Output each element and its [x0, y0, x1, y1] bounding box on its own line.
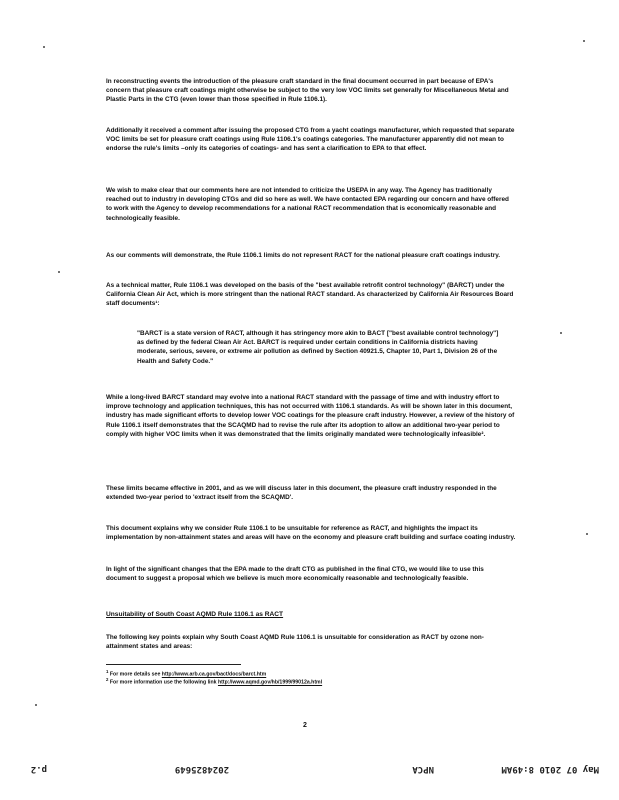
- fax-sender: NPCA: [412, 764, 434, 774]
- footnote-divider: [106, 664, 241, 665]
- paragraph-7: These limits became effective in 2001, and as we will discuss later in this document, the pleasure craft industry responded in the extended two-year period to 'extract itself from the SCAQMD'.: [106, 485, 497, 502]
- footnote-text: For more details see: [109, 671, 162, 678]
- paragraph-4: As our comments will demonstrate, the Rule 1106.1 limits do not represent RACT for the national pleasure craft coatings industry.: [106, 252, 501, 259]
- footnote-marker: 2: [106, 677, 109, 682]
- scan-speck: [560, 332, 562, 334]
- page-number: 2: [303, 722, 307, 729]
- scan-speck: [35, 704, 37, 706]
- section-heading: Unsuitability of South Coast AQMD Rule 1106.1 as RACT: [106, 611, 284, 618]
- footnote-marker: 1: [106, 669, 109, 674]
- fax-number: 2024825649: [174, 764, 229, 774]
- scan-speck: [586, 533, 588, 535]
- block-quote: "BARCT is a state version of RACT, although it has stringency more akin to BACT ["best available control technology"] as defined by the federal Clean Air Act. BARCT is required under certain conditions in California districts having moderate, serious, severe, or extreme air pollution as defined by Section 40921.5, Chapter 10, Part 1, Division 26 of the Health and Safety Code.": [137, 330, 499, 365]
- paragraph-9: In light of the significant changes that the EPA made to the draft CTG as published in the final CTG, we would like to use this document to suggest a proposal which we believe is much more economically reasonable and technologically feasible.: [106, 566, 484, 583]
- scan-speck: [43, 46, 45, 48]
- footnote-2: [106, 676, 322, 687]
- paragraph-6: While a long-lived BARCT standard may evolve into a national RACT standard with the passage of time and with industry effort to improve technology and application techniques, this has not occurred with 1106.1 standards. As will be shown later in this document, industry has made significant efforts to develop lower VOC coatings for the pleasure craft industry. However, a review of the history of Rule 1106.1 itself demonstrates that the SCAQMD had to revise the rule after its adoption to allow an additional two-year period to comply with higher VOC limits when it was demonstrated that the limits originally mandated were technologically infeasible².: [106, 394, 515, 438]
- paragraph-2: Additionally it received a comment after issuing the proposed CTG from a yacht coatings manufacturer, which requested that separate VOC limits be set for pleasure craft coatings using Rule 1106.1's coatings categories. The manufacturer apparently did not mean to endorse the rule's limits –only its categories of coatings- and has sent a clarification to EPA to that effect.: [106, 127, 515, 153]
- fax-header: [0, 760, 619, 776]
- paragraph-5: As a technical matter, Rule 1106.1 was developed on the basis of the "best available retrofit control technology" (BARCT) under the California Clean Air Act, which is more stringent than the national RACT standard. As characterized by California Air Resources Board staff documents¹:: [106, 282, 514, 308]
- paragraph-8: This document explains why we consider Rule 1106.1 to be unsuitable for reference as RACT, and highlights the impact its implementation by non-attainment states and areas will have on the economy and pleasure craft building and surface coating industry.: [106, 525, 516, 542]
- footnote-text: For more information use the following link: [109, 679, 218, 686]
- footnote-link[interactable]: http://www.aqmd.gov/hb/1999/99012a.html: [217, 679, 323, 686]
- fax-date: May 07 2010 8:49AM: [501, 764, 599, 774]
- footnote-link[interactable]: http://www.arb.ca.gov/bact/docs/barct.htm: [161, 671, 267, 678]
- paragraph-10: The following key points explain why South Coast AQMD Rule 1106.1 is unsuitable for consideration as RACT by ozone non-attainment states and areas:: [106, 634, 484, 651]
- paragraph-1: In reconstructing events the introduction of the pleasure craft standard in the final document occurred in part because of EPA's concern that pleasure craft coatings might otherwise be subject to the very low VOC limits set generally for Miscellaneous Metal and Plastic Parts in the CTG (even lower than those specified in Rule 1106.1).: [106, 78, 509, 104]
- paragraph-3: We wish to make clear that our comments here are not intended to criticize the USEPA in any way. The Agency has traditionally reached out to industry in developing CTGs and did so here as well. We have contacted EPA regarding our concern and have offered to work with the Agency to develop recommendations for a national RACT recommendation that is economically reasonable and technologically feasible.: [106, 187, 509, 222]
- fax-page: p.2: [30, 764, 47, 774]
- scan-speck: [58, 271, 60, 273]
- scan-speck: [583, 40, 585, 42]
